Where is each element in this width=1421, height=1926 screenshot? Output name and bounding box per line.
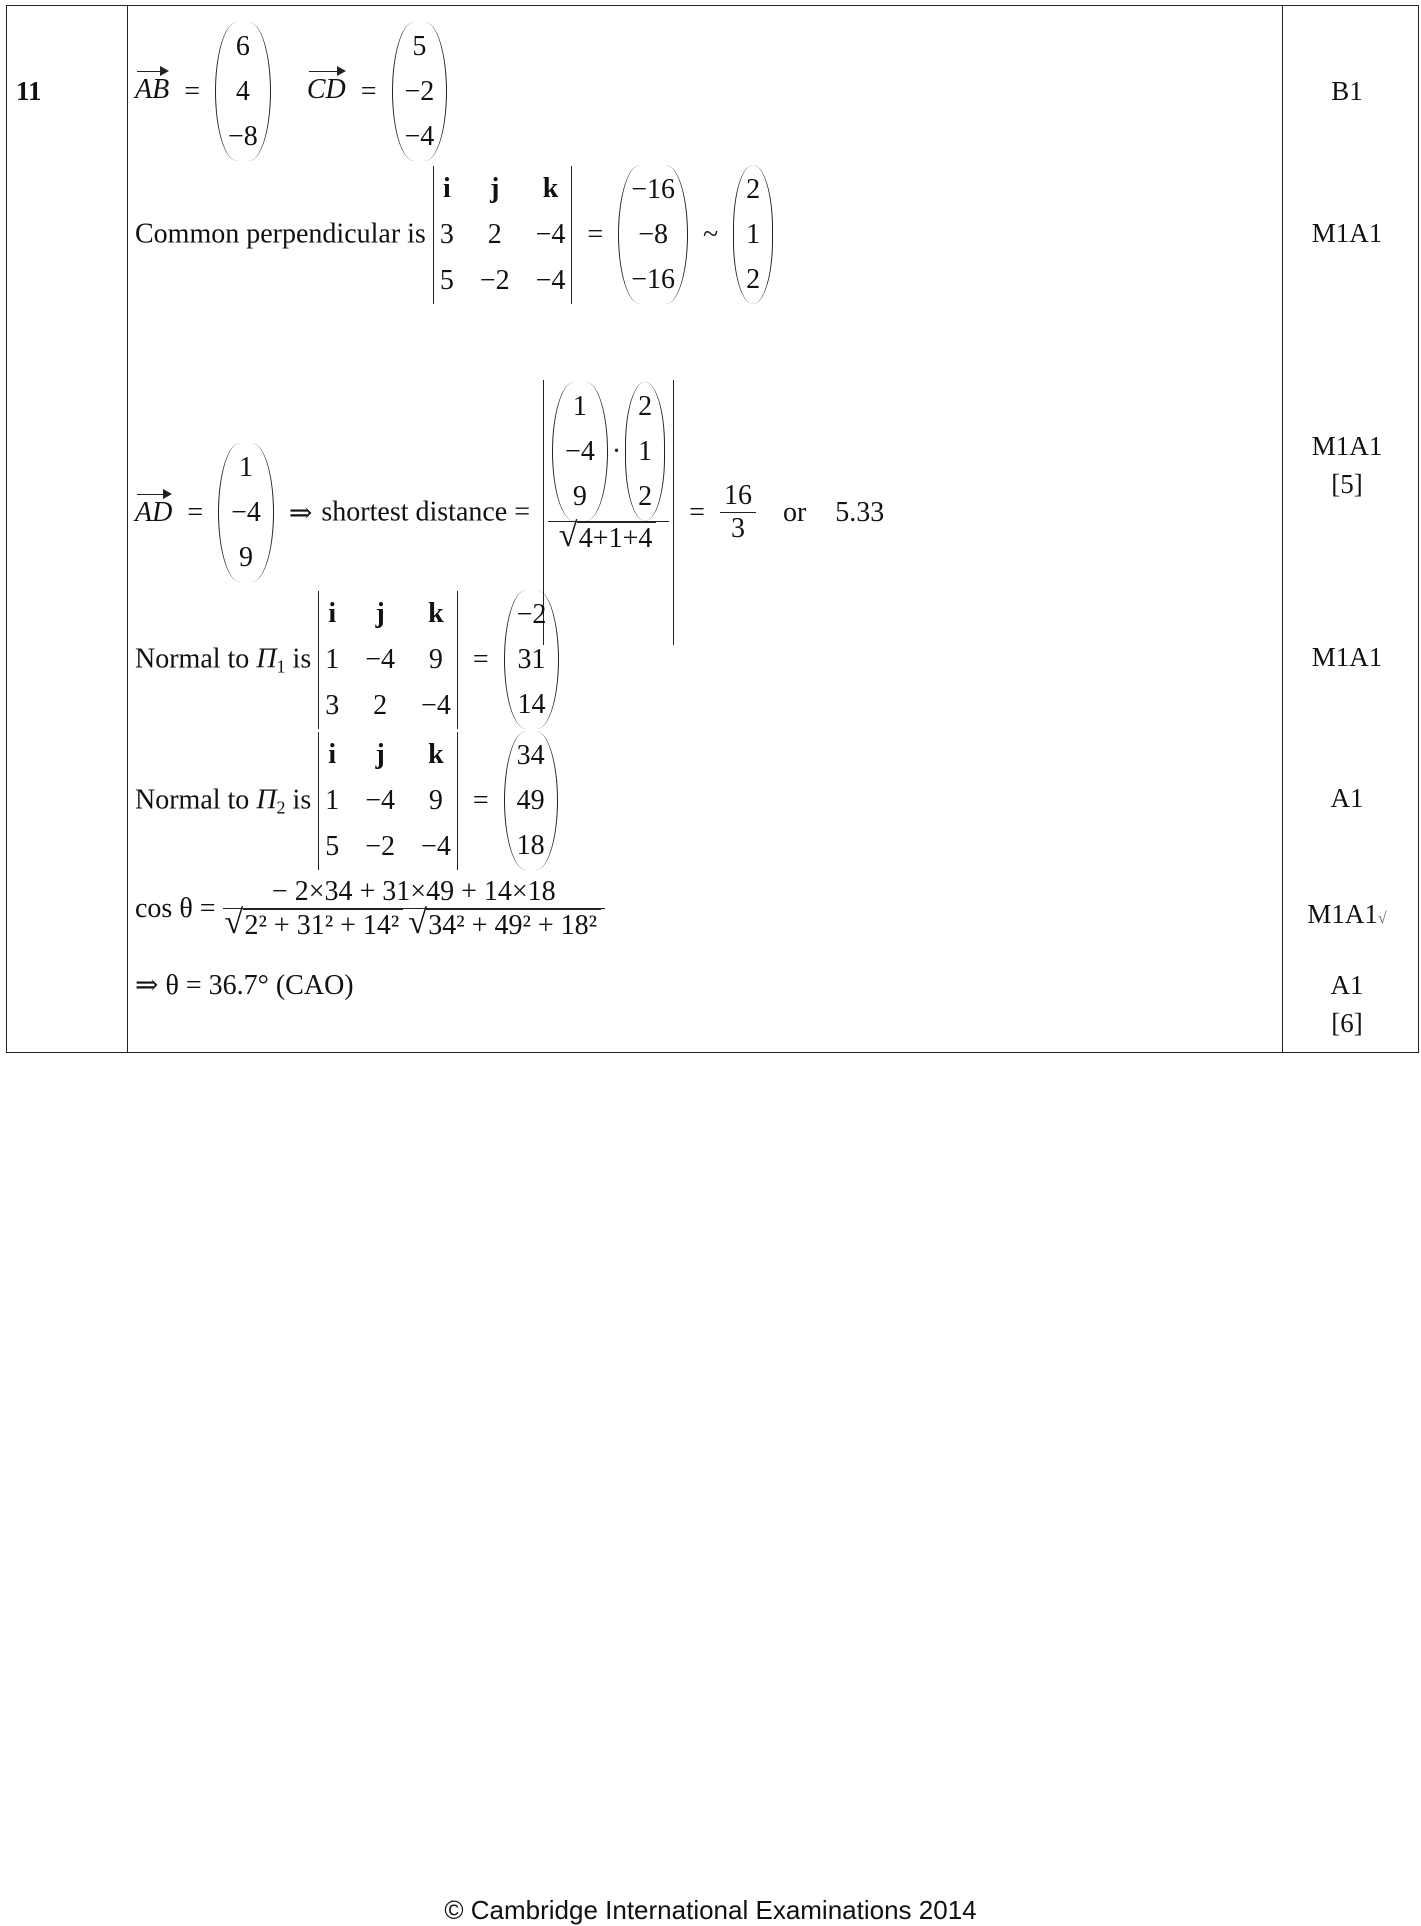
distance-fraction: $\frac{16}{3}$ <box>720 480 756 545</box>
vector-ad: 1 −4 9 <box>218 443 274 582</box>
cos-lhs: cos θ = <box>135 893 216 924</box>
cos-denominator-sqrt-1: √ 2² + 31² + 14² <box>243 909 404 942</box>
question-number: 11 <box>16 76 42 106</box>
vector-ab: 6 4 −8 <box>215 22 271 161</box>
normal2-result-vector: 34 49 18 <box>504 731 558 870</box>
vector-cd-label: CD <box>306 73 346 105</box>
perp-result-vector: −16 −8 −16 <box>618 165 688 304</box>
mark-m1a1-cos: M1A1√ <box>1307 899 1387 929</box>
perp-text: Common perpendicular is <box>135 218 426 250</box>
mark-m1a1-perp: M1A1 <box>1311 218 1383 248</box>
row-final-answer: ⇒ θ = 36.7° (CAO) <box>135 970 354 1001</box>
perp-simplified-vector: 2 1 2 <box>733 165 773 304</box>
mark-total-5: [5] <box>1331 469 1363 499</box>
vector-cd: 5 −2 −4 <box>392 22 448 161</box>
cos-fraction <box>223 876 606 942</box>
mark-total-6: [6] <box>1331 1008 1363 1038</box>
normal1-determinant: i j k 1 −4 9 3 2 −4 <box>318 591 458 729</box>
distance-decimal: 5.33 <box>835 496 885 528</box>
row-cos-theta <box>135 876 605 942</box>
row-common-perpendicular: Common perpendicular is i j k 3 2 −4 5 −2 −4 = −16 −8 −16 ~ 2 1 2 <box>135 165 773 304</box>
vector-ad-label: AD <box>135 496 173 528</box>
mark-b1: B1 <box>1331 76 1363 106</box>
mark-m1a1-distance: M1A1 <box>1311 431 1383 461</box>
normal2-determinant: i j k 1 −4 9 5 −2 −4 <box>318 732 458 870</box>
row-shortest-distance: AD = 1 −4 9 ⇒ shortest distance = 1 −4 9 · 2 1 2 √ 4+1+4 = $\frac{16}{3}$ or 5.33 <box>135 380 892 645</box>
dot-vector-b: 2 1 2 <box>625 382 665 521</box>
cos-denominator-sqrt-2: √ 34² + 49² + 18² <box>426 909 601 942</box>
mark-a1-answer: A1 <box>1330 970 1364 1000</box>
mark-m1a1-normal1: M1A1 <box>1311 642 1383 672</box>
shortest-distance-text: shortest distance = <box>321 496 531 528</box>
row-normal-plane-1: Normal to $\Pi_1$ is i j k 1 −4 9 3 2 −4 = −2 31 14 <box>135 590 559 729</box>
row-ab-cd: AB = 6 4 −8 CD = 5 −2 −4 <box>135 22 447 161</box>
column-divider-left <box>127 5 128 1052</box>
mark-a1-normal2: A1 <box>1330 783 1364 813</box>
dot-vector-a: 1 −4 9 <box>552 382 608 521</box>
normal1-result-vector: −2 31 14 <box>504 590 560 729</box>
vector-ab-label: AB <box>135 73 170 105</box>
cos-numerator: − 2×34 + 31×49 + 14×18 <box>271 876 556 907</box>
row-normal-plane-2: Normal to $\Pi_2$ is i j k 1 −4 9 5 −2 −4 = 34 49 18 <box>135 731 558 870</box>
follow-through-tick: √ <box>1377 910 1387 927</box>
perp-determinant: i j k 3 2 −4 5 −2 −4 <box>433 166 573 304</box>
denominator-sqrt: √ 4+1+4 <box>577 522 657 555</box>
footer-copyright: © Cambridge International Examinations 2014 <box>444 1895 977 1925</box>
distance-abs-value: 1 −4 9 · 2 1 2 √ 4+1+4 <box>543 380 674 645</box>
